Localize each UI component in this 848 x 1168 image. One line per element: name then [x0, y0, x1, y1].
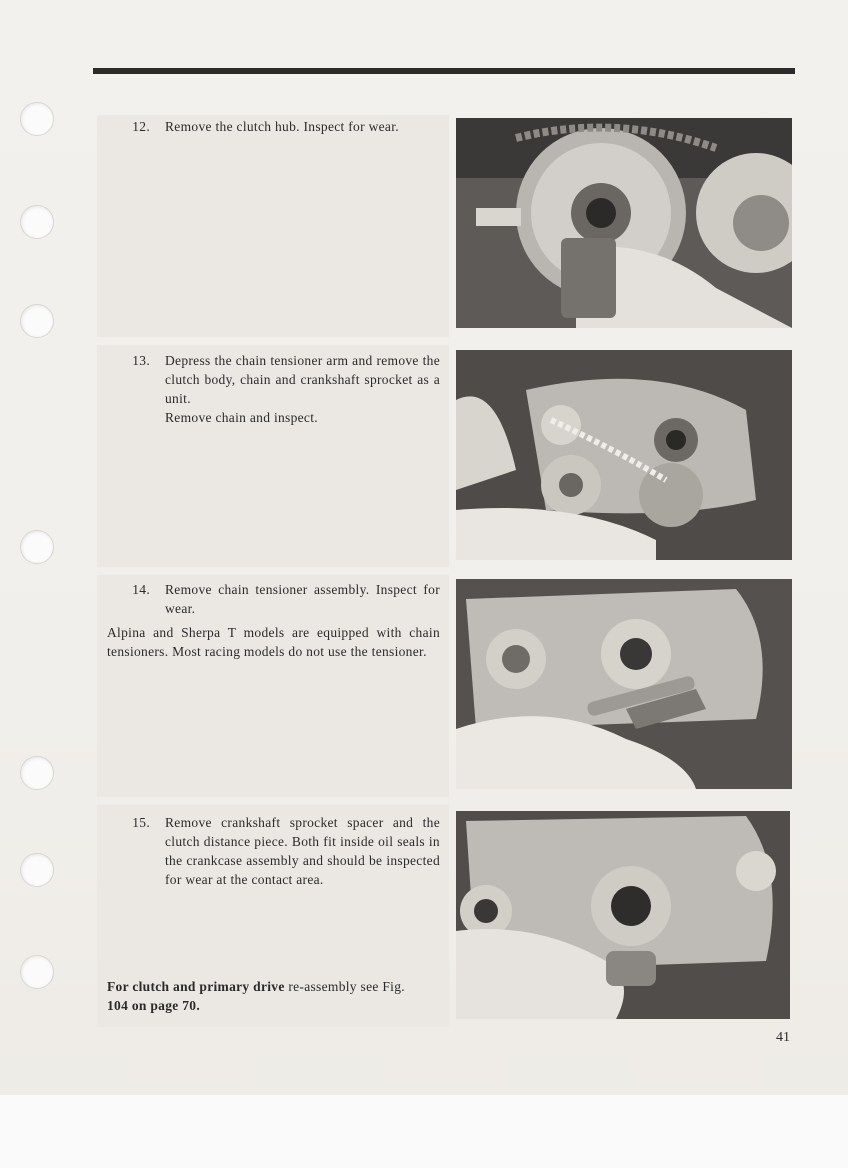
reassembly-note-bold: For clutch and primary drive — [107, 979, 285, 994]
binder-hole — [20, 205, 54, 239]
page-bottom-margin — [0, 1095, 848, 1168]
step-number: 12. — [132, 119, 150, 134]
step-text — [165, 351, 440, 427]
step-number: 13. — [132, 353, 150, 368]
binder-hole — [20, 304, 54, 338]
step-text-extra: Remove chain and inspect. — [165, 410, 318, 425]
reassembly-note-ref: 104 on page 70. — [107, 998, 201, 1013]
page-number: 41 — [776, 1030, 790, 1045]
reassembly-note — [107, 977, 440, 1015]
clutch-body-chain-photo — [456, 350, 792, 560]
step-number: 15. — [132, 815, 150, 830]
step-text: Remove the clutch hub. Inspect for wear. — [165, 119, 399, 134]
header-rule — [93, 68, 795, 74]
binder-hole — [20, 955, 54, 989]
sprocket-spacer-photo — [456, 811, 790, 1019]
step-text: Remove crankshaft sprocket spacer and the clutch distance piece. Both fit inside oil seals in the crankcase assembly and should be inspected for wear at the contact area. — [165, 815, 440, 887]
binder-hole — [20, 530, 54, 564]
binder-hole — [20, 853, 54, 887]
reassembly-note-text: re-assembly see Fig. — [284, 979, 405, 994]
binder-hole — [20, 756, 54, 790]
chain-tensioner-photo — [456, 579, 792, 789]
tensioner-note: Alpina and Sherpa T models are equipped with chain tensioners. Most racing models do not use the tensioner. — [107, 625, 440, 659]
step-text: Remove chain tensioner assembly. Inspect for wear. — [165, 582, 440, 616]
text-panel — [97, 115, 449, 337]
binder-hole — [20, 102, 54, 136]
step-text-main: Depress the chain tensioner arm and remove the clutch body, chain and crankshaft sprocket as a unit. — [165, 353, 440, 406]
clutch-hub-photo — [456, 118, 792, 328]
step-number: 14. — [132, 582, 150, 597]
